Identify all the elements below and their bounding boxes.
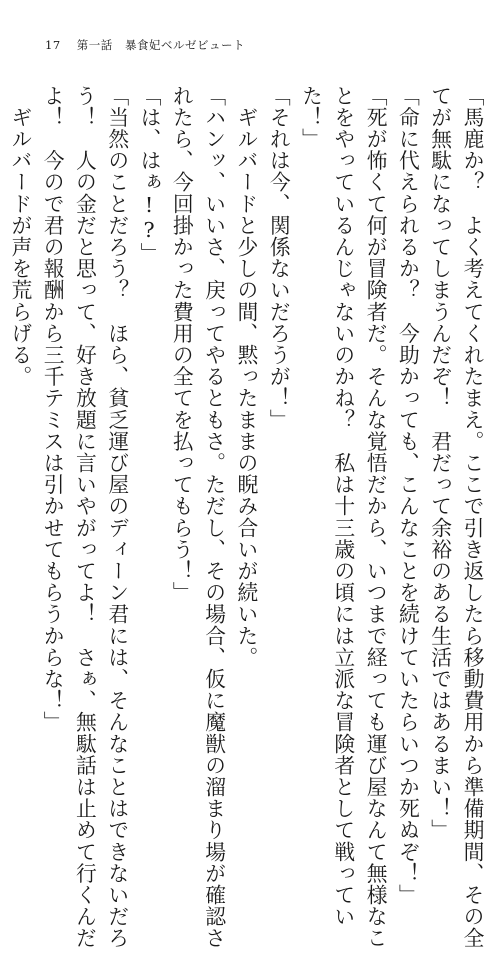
text-line: とをやっているんじゃないのかね？ 私は十三歳の頃には立派な冒険者として戦ってい: [330, 85, 355, 928]
text-line: た！」: [298, 85, 323, 150]
text-line: よ！ 今ので君の報酬から三千テミスは引かせてもらうからな！」: [40, 85, 65, 733]
text-line: 「それは今、関係ないだろうが！」: [266, 85, 291, 431]
body-text: [7, 85, 484, 949]
chapter-label: 第一話: [76, 38, 113, 52]
text-line: 「当然のことだろう？ ほら、貧乏運び屋のディーン君には、そんなことはできないだろ: [104, 85, 129, 949]
chapter-title: 暴食妃ベルゼビュート: [124, 38, 245, 52]
text-line: 「は、はぁ!?」: [137, 85, 162, 265]
page-number: 17: [45, 38, 61, 52]
text-line: 「ハンッ、いいさ、戻ってやるともさ。ただし、その場合、仮に魔獣の溜まり場が確認さ: [201, 85, 226, 949]
text-line: 「命に代えられるか？ 今助かっても、こんなことを続けていたらいつか死ぬぞ！」: [395, 85, 420, 906]
text-line: れたら、今回掛かった費用の全てを払ってもらう！」: [169, 85, 194, 604]
text-line: てが無駄になってしまうんだぞ！ 君だって余裕のある生活ではあるまい！」: [427, 85, 452, 841]
text-line: 「馬鹿か？ よく考えてくれたまえ。ここで引き返したら移動費用から準備期間、その全: [460, 85, 484, 949]
text-line: ギルバードが声を荒らげる。: [7, 85, 32, 388]
text-line: ギルバードと少しの間、黙ったままの睨み合いが続いた。: [233, 85, 258, 669]
text-line: 「死が怖くて何が冒険者だ。そんな覚悟だから、いつまで経っても運び屋なんて無様なこ: [363, 85, 388, 949]
text-line: う！ 人の金だと思って、好き放題に言いやがってよ！ さぁ、無駄話は止めて行くんだ: [72, 85, 97, 949]
running-head: [45, 37, 245, 53]
